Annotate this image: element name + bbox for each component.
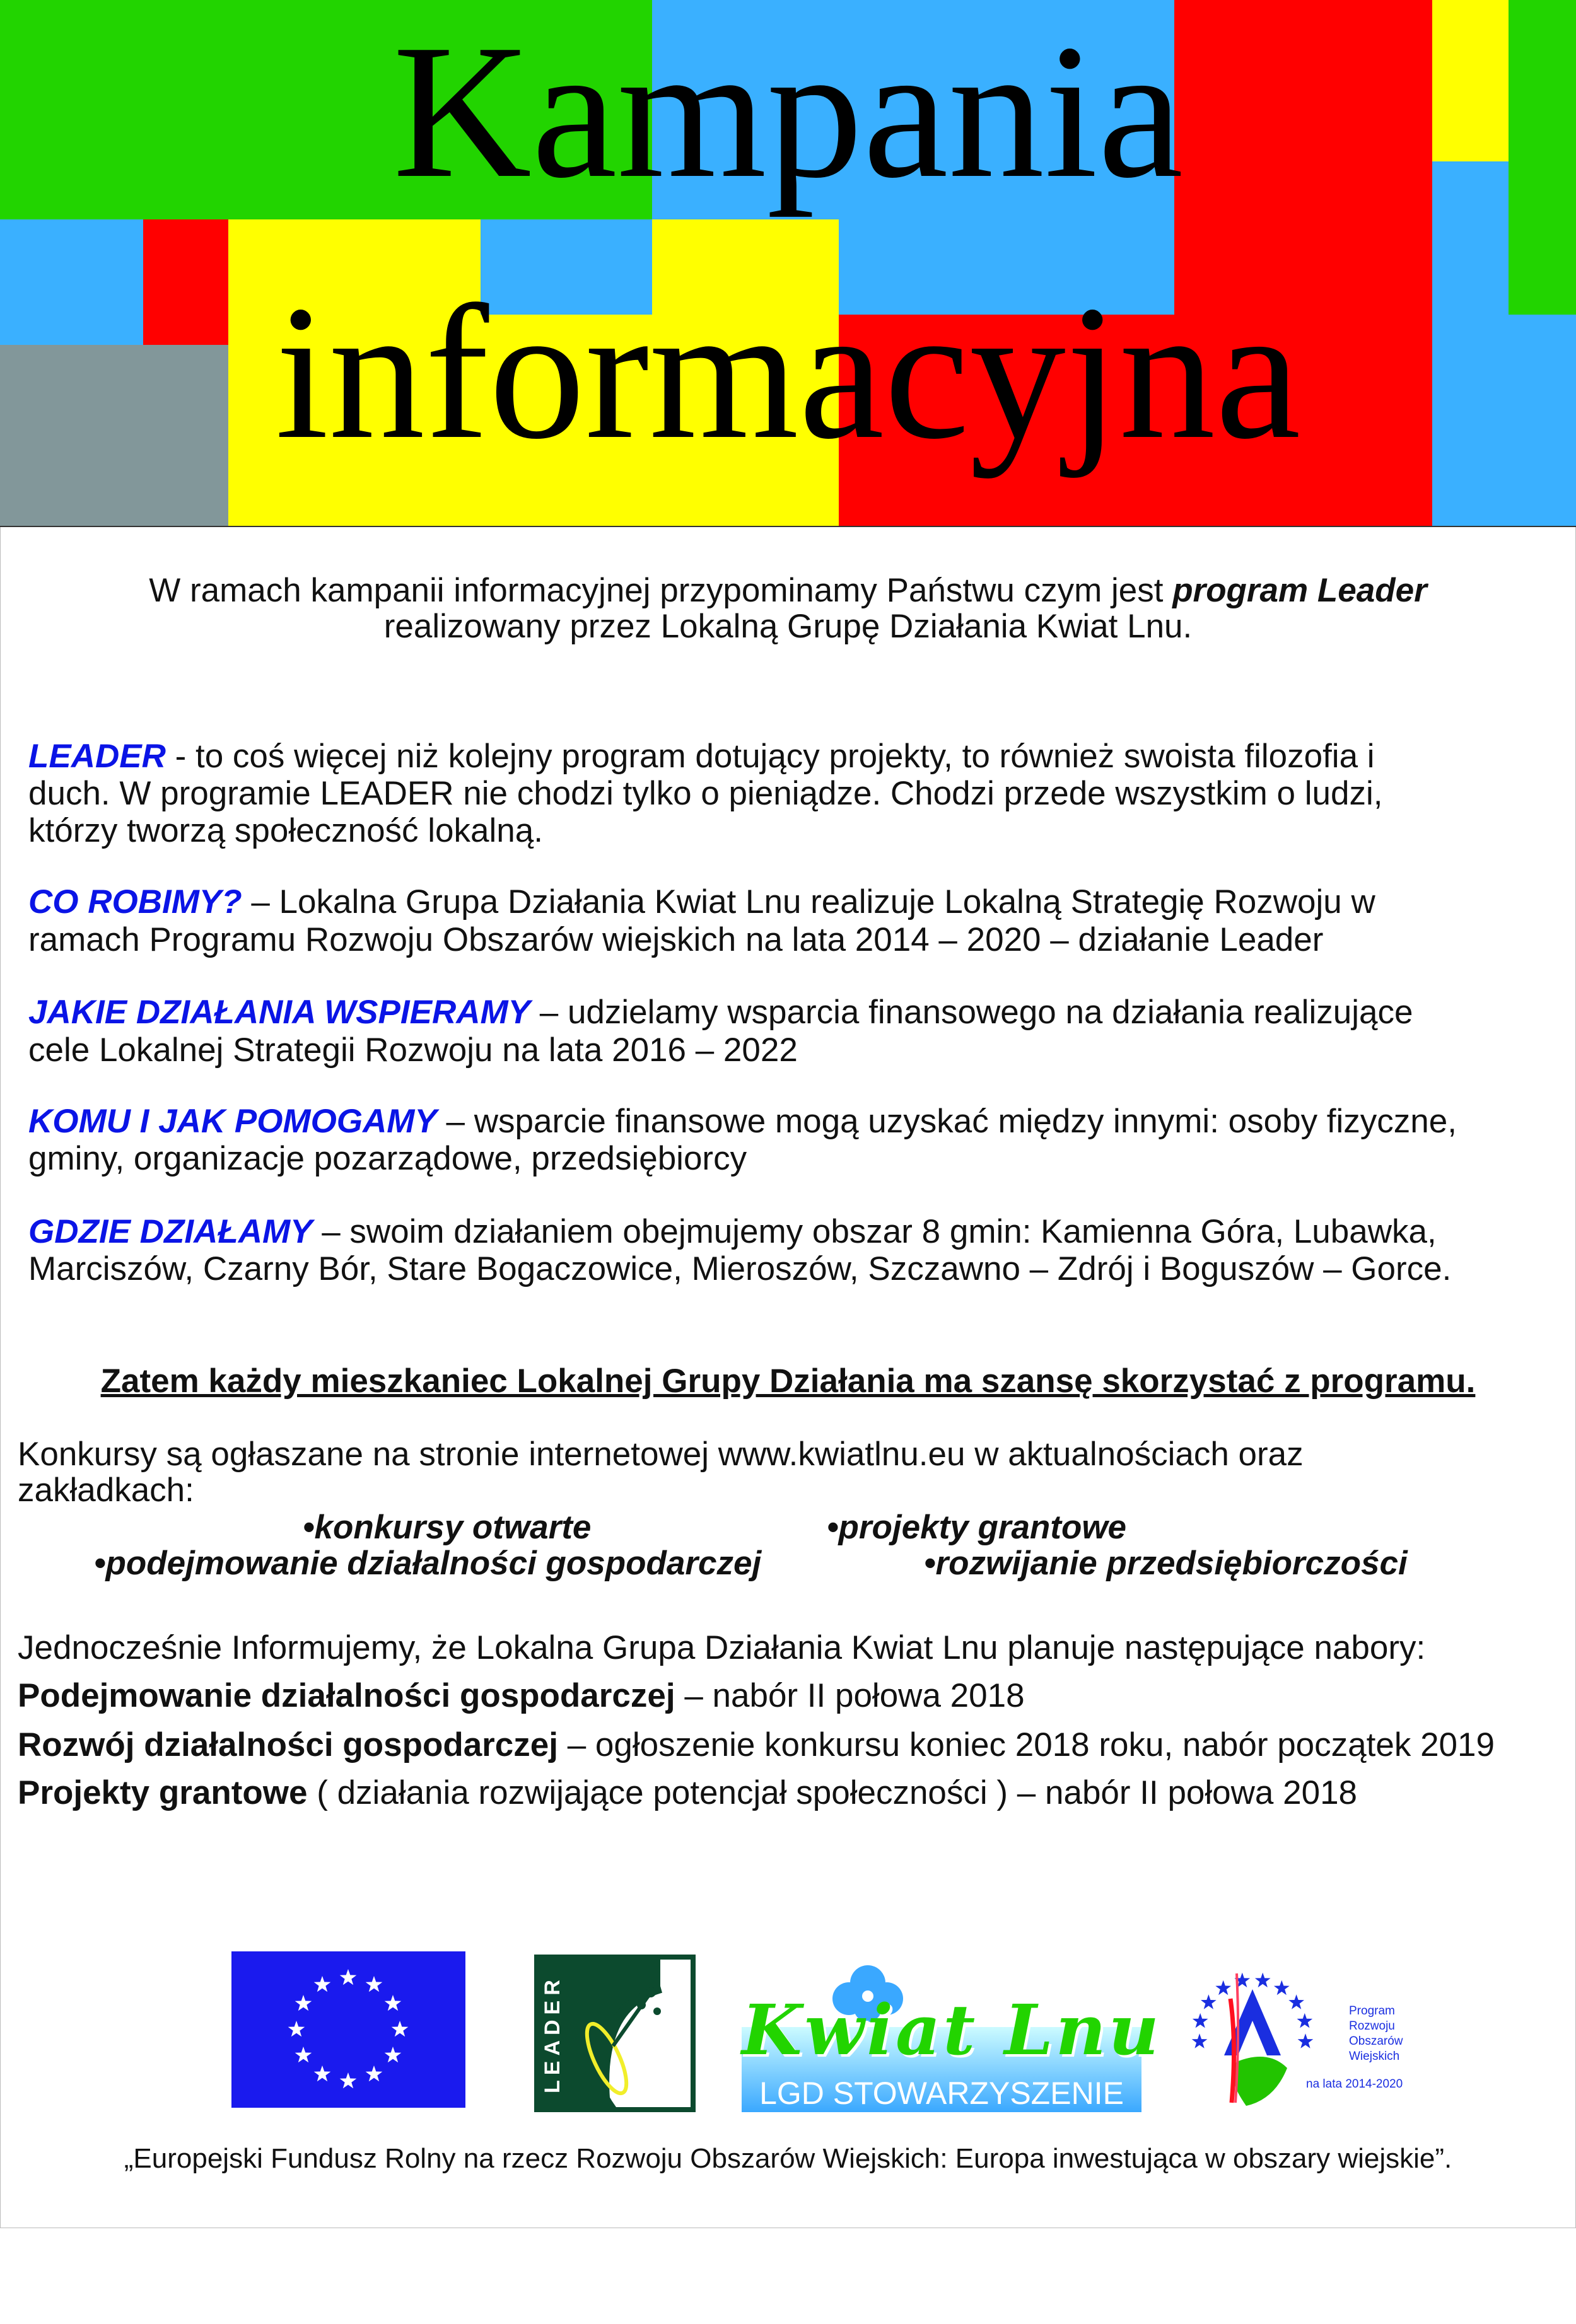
section-text: - to coś więcej niż kolejny program dotujący projekty, to również swoista filozofia i	[165, 738, 1375, 775]
section-text: duch. W programie LEADER nie chodzi tylko o pieniądze. Chodzi przede wszystkim o ludzi,	[28, 775, 1383, 812]
section-komu-i-jak	[28, 1104, 1457, 1139]
title-line-2: informacyjna	[275, 265, 1301, 479]
section-jakie-dzialania	[28, 995, 1413, 1030]
prow-line: Wiejskich	[1349, 2050, 1400, 2063]
recruitment-name: Projekty grantowe	[18, 1774, 308, 1811]
section-leader	[28, 739, 1375, 774]
star-icon	[1215, 1980, 1231, 1996]
bullet-item: •podejmowanie działalności gospodarczej	[94, 1545, 762, 1582]
intro-line-1	[0, 573, 1576, 608]
section-text: gminy, organizacje pozarządowe, przedsiębiorcy	[28, 1140, 747, 1177]
star-icon	[1192, 2033, 1208, 2048]
leader-logo-text: LEADER	[540, 1975, 564, 2093]
section-text: którzy tworzą społeczność lokalną.	[28, 812, 543, 849]
section-gdzie-dzialamy	[28, 1214, 1437, 1250]
prow-years: na lata 2014-2020	[1306, 2077, 1403, 2091]
star-icon	[1255, 1973, 1271, 1988]
recruitment-item	[18, 1775, 1357, 1811]
recruitment-item	[18, 1728, 1495, 1763]
bullet-item: •konkursy otwarte	[303, 1509, 592, 1546]
star-icon	[1201, 1994, 1217, 2009]
section-text: cele Lokalnej Strategii Rozwoju na lata 2016 – 2022	[28, 1031, 798, 1069]
section-co-robimy	[28, 885, 1375, 920]
star-icon	[1297, 2013, 1313, 2028]
recruitment-name: Podejmowanie działalności gospodarczej	[18, 1677, 675, 1714]
intro-line-2: realizowany przez Lokalną Grupę Działania Kwiat Lnu.	[383, 608, 1193, 645]
prow-line: Obszarów	[1349, 2035, 1403, 2048]
star-icon	[1298, 2033, 1314, 2048]
footer-text: „Europejski Fundusz Rolny na rzecz Rozwoju Obszarów Wiejskich: Europa inwestująca w obszary wiejskie”.	[124, 2143, 1452, 2174]
section-heading: GDZIE DZIAŁAMY	[28, 1213, 313, 1250]
prow-text	[1349, 2004, 1403, 2064]
bullet-item: •rozwijanie przedsiębiorczości	[924, 1545, 1408, 1582]
recruitment-detail: – nabór II połowa 2018	[675, 1677, 1025, 1714]
section-text: – udzielamy wsparcia finansowego na działania realizujące	[530, 994, 1413, 1031]
section-text: – wsparcie finansowe mogą uzyskać między innymi: osoby fizyczne,	[436, 1103, 1457, 1140]
section-text: ramach Programu Rozwoju Obszarów wiejskich na lata 2014 – 2020 – działanie Leader	[28, 921, 1324, 958]
prow-line: Program	[1349, 2004, 1395, 2018]
section-heading: JAKIE DZIAŁANIA WSPIERAMY	[28, 994, 531, 1031]
prow-line: Rozwoju	[1349, 2019, 1395, 2033]
section-text: – Lokalna Grupa Działania Kwiat Lnu realizuje Lokalną Strategię Rozwoju w	[242, 883, 1375, 921]
recruitment-detail: ( działania rozwijające potencjał społeczności ) – nabór II połowa 2018	[307, 1774, 1358, 1811]
header-bottom-line	[0, 526, 1576, 527]
kwiat-lnu-name: Kwiat Lnu	[742, 1989, 1162, 2071]
intro-text: W ramach kampanii informacyjnej przypominamy Państwu czym jest	[149, 572, 1173, 609]
bullet-item: •projekty grantowe	[827, 1509, 1127, 1546]
title-line-1: Kampania	[392, 4, 1184, 218]
prow-logo	[1186, 1961, 1413, 2106]
section-text: – swoim działaniem obejmujemy obszar 8 gmin: Kamienna Góra, Lubawka,	[312, 1213, 1437, 1250]
leader-logo	[534, 1955, 696, 2112]
slogan: Zatem każdy mieszkaniec Lokalnej Grupy Działania ma szansę skorzystać z programu.	[100, 1362, 1476, 1400]
contests-text: zakładkach:	[18, 1472, 194, 1509]
recruitment-detail: – ogłoszenie konkursu koniec 2018 roku, nabór początek 2019	[557, 1726, 1495, 1763]
star-icon	[1288, 1994, 1304, 2009]
contests-text: Konkursy są ogłaszane na stronie internetowej www.kwiatlnu.eu w aktualnościach oraz	[18, 1436, 1304, 1473]
star-icon	[1193, 2013, 1208, 2028]
recruitment-item	[18, 1678, 1025, 1714]
kwiat-lnu-subtitle: LGD STOWARZYSZENIE	[759, 2076, 1124, 2111]
recruitment-name: Rozwój działalności gospodarczej	[18, 1726, 558, 1763]
intro-emphasis: program Leader	[1172, 572, 1427, 609]
section-heading: LEADER	[28, 738, 166, 775]
star-icon	[1274, 1980, 1290, 1996]
section-heading: KOMU I JAK POMOGAMY	[28, 1103, 437, 1140]
section-text: Marciszów, Czarny Bór, Stare Bogaczowice, Mieroszów, Szczawno – Zdrój i Boguszów – Gorce.	[28, 1250, 1452, 1287]
recruitment-intro: Jednocześnie Informujemy, że Lokalna Grupa Działania Kwiat Lnu planuje następujące nabory:	[18, 1629, 1426, 1666]
kwiat-lnu-logo	[742, 1955, 1162, 2112]
section-heading: CO ROBIMY?	[28, 883, 242, 921]
eu-flag-logo	[231, 1951, 465, 2108]
